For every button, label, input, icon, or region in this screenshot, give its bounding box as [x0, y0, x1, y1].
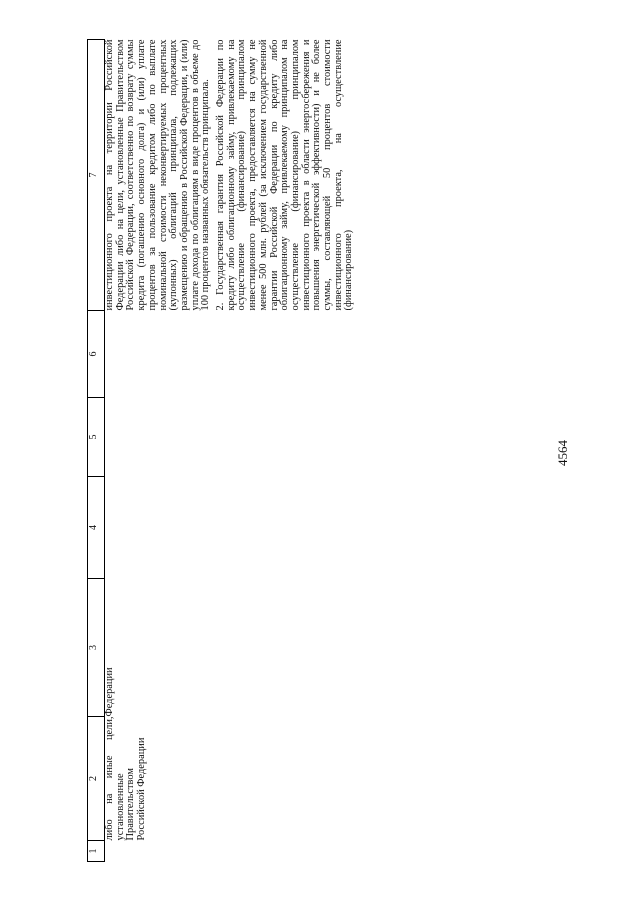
column-header-6: 6 [88, 311, 105, 398]
column-header-3: 3 [88, 579, 105, 717]
column-header-2: 2 [88, 717, 105, 841]
cell-col-5 [105, 398, 360, 477]
cell-col-2: либо на иные цели, установленные Правительством Российской Федерации [104, 716, 148, 841]
page-number: 4564 [555, 440, 570, 466]
table-row [105, 40, 360, 862]
column-header-5: 5 [88, 398, 105, 477]
cell-col-6 [105, 311, 360, 398]
column-header-1: 1 [88, 841, 105, 862]
table-header-row [88, 40, 105, 862]
cell-col-7 [105, 40, 360, 311]
cell-col-4 [105, 477, 360, 579]
col7-paragraph-2: 2. Государственная гарантия Российской Федерации по кредиту либо облигационному займу, привлекаемому на осуществление (финансирование) принципалом инвестиционного проекта, предоставляется на сумму не менее 500 млн. рублей (за исключением государственной гарантии Российской Федерации по кредиту либо облигационному займу, привлекаемому принципалом на осуществление (финансирование) принципалом инвестиционного проекта в области энергосбережения и повышения энергетической эффективности) и не более суммы, составляющей 50 процентов стоимости инвестиционного проекта, на осуществление (финансирование) [215, 39, 355, 311]
cell-col-1 [105, 841, 360, 862]
column-header-4: 4 [88, 477, 105, 579]
document-table [87, 39, 359, 862]
col7-paragraph-1: инвестиционного проекта на территории Российской Федерации либо на цели, установленные Правительством Российской Федерации, соответственно по возврату суммы кредита (погашению основного долга) и (или) уплате процентов за пользование кредитом либо по выплате номинальной стоимости неконвертируемых процентных (купонных) облигаций принципала, подлежащих размещению и обращению в Российской Федерации, и (или) уплате дохода по облигациям в виде процентов в объеме до 100 процентов названных обязательств принципала. [104, 39, 212, 311]
cell-col-3: Федерации [104, 667, 115, 717]
rotated-table-region [87, 40, 617, 862]
column-header-7: 7 [88, 40, 105, 311]
